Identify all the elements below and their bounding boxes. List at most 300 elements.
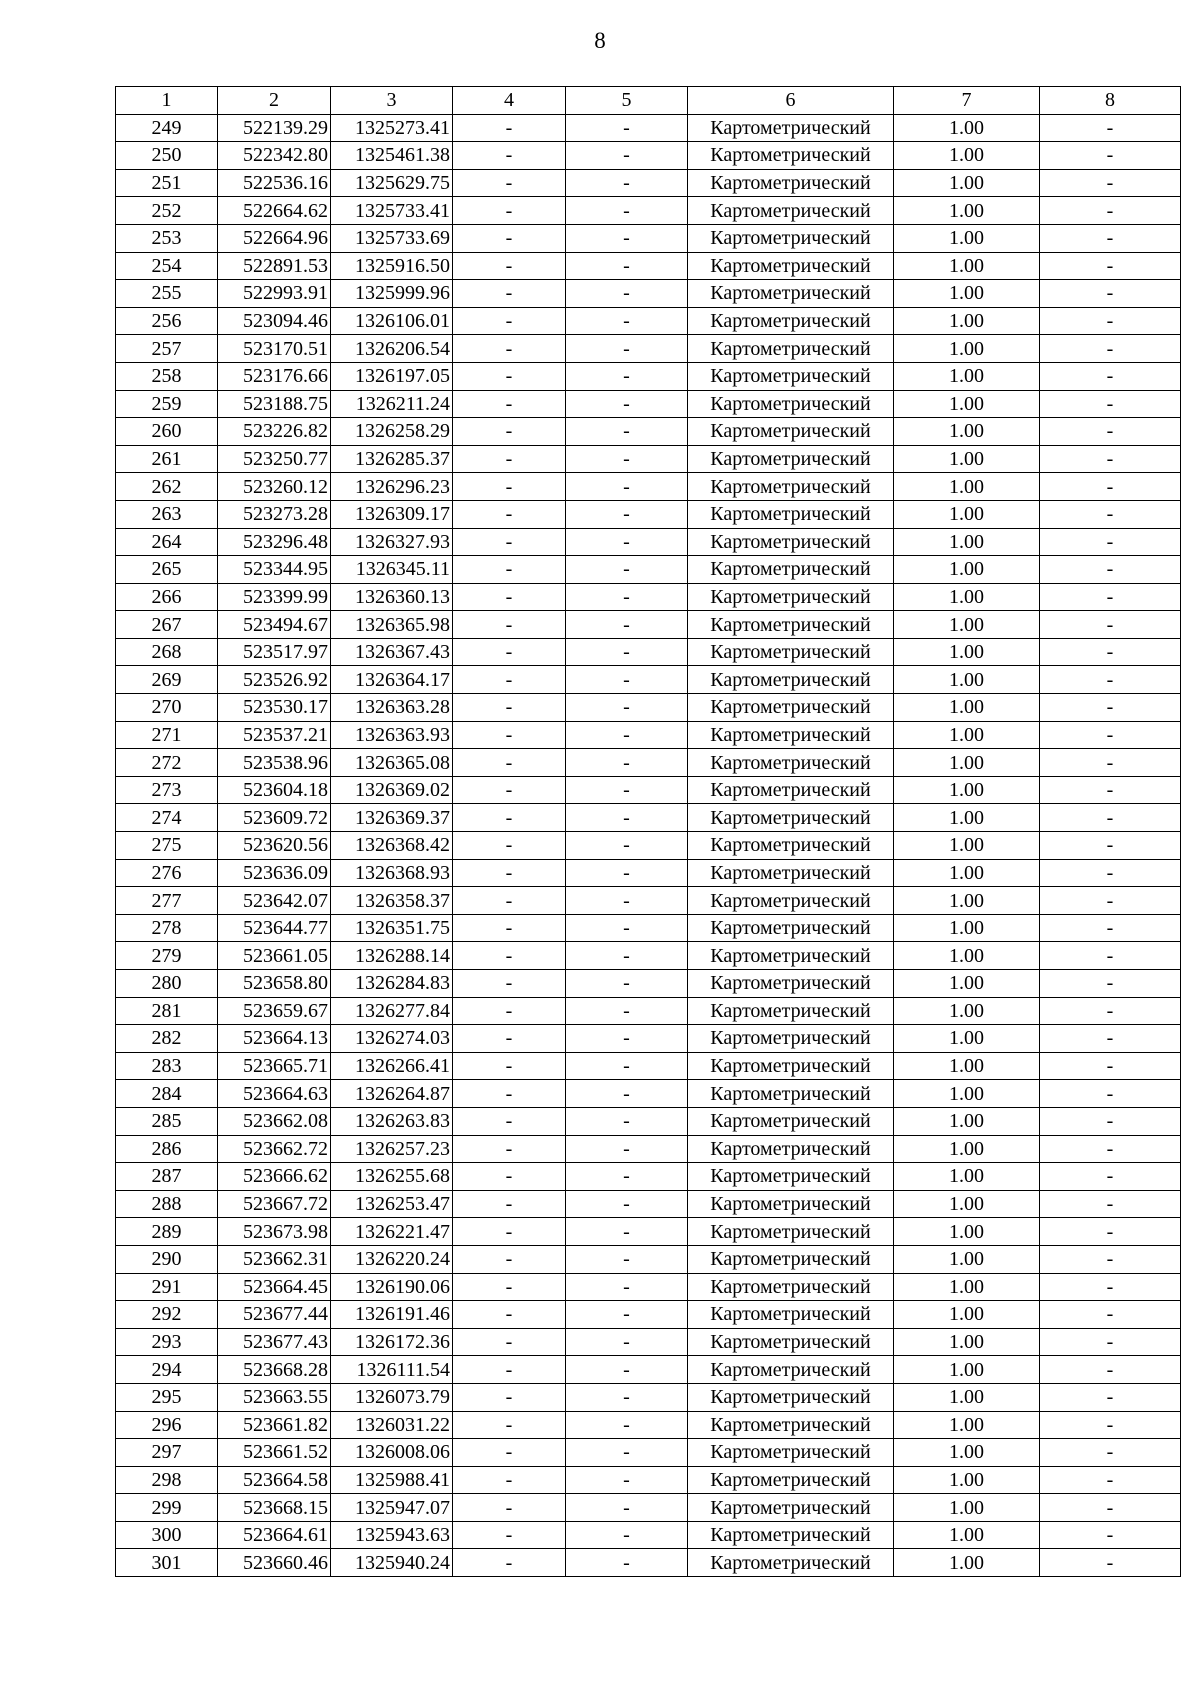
cell-column-8-value: - <box>1040 970 1181 998</box>
cell-column-4-value: - <box>453 390 566 418</box>
cell-column-4-value: - <box>453 1107 566 1135</box>
cell-method: Картометрический <box>688 611 894 639</box>
cell-method: Картометрический <box>688 1135 894 1163</box>
cell-column-4-value: - <box>453 1135 566 1163</box>
cell-column-4-value: - <box>453 224 566 252</box>
table-row <box>116 1466 1181 1494</box>
cell-x-coordinate: 523659.67 <box>218 997 331 1025</box>
cell-column-8-value: - <box>1040 169 1181 197</box>
cell-accuracy: 1.00 <box>894 528 1040 556</box>
cell-x-coordinate: 523664.58 <box>218 1466 331 1494</box>
cell-column-5-value: - <box>566 1190 688 1218</box>
cell-column-5-value: - <box>566 556 688 584</box>
cell-x-coordinate: 523665.71 <box>218 1052 331 1080</box>
cell-point-number: 263 <box>116 500 218 528</box>
cell-x-coordinate: 523644.77 <box>218 914 331 942</box>
cell-method: Картометрический <box>688 280 894 308</box>
cell-column-5-value: - <box>566 1107 688 1135</box>
table-row <box>116 832 1181 860</box>
cell-accuracy: 1.00 <box>894 1218 1040 1246</box>
cell-column-8-value: - <box>1040 1025 1181 1053</box>
cell-column-4-value: - <box>453 500 566 528</box>
table-row <box>116 666 1181 694</box>
cell-x-coordinate: 523296.48 <box>218 528 331 556</box>
cell-point-number: 282 <box>116 1025 218 1053</box>
cell-accuracy: 1.00 <box>894 721 1040 749</box>
cell-column-8-value: - <box>1040 362 1181 390</box>
cell-column-4-value: - <box>453 749 566 777</box>
cell-y-coordinate: 1326284.83 <box>331 970 453 998</box>
cell-column-8-value: - <box>1040 114 1181 142</box>
cell-column-4-value: - <box>453 887 566 915</box>
cell-accuracy: 1.00 <box>894 445 1040 473</box>
cell-method: Картометрический <box>688 1218 894 1246</box>
cell-column-8-value: - <box>1040 749 1181 777</box>
cell-column-5-value: - <box>566 1218 688 1246</box>
cell-column-5-value: - <box>566 859 688 887</box>
cell-column-5-value: - <box>566 142 688 170</box>
cell-column-4-value: - <box>453 418 566 446</box>
cell-accuracy: 1.00 <box>894 1163 1040 1191</box>
cell-column-5-value: - <box>566 832 688 860</box>
cell-method: Картометрический <box>688 1383 894 1411</box>
cell-column-5-value: - <box>566 914 688 942</box>
cell-y-coordinate: 1326191.46 <box>331 1301 453 1329</box>
cell-column-5-value: - <box>566 1273 688 1301</box>
cell-y-coordinate: 1326285.37 <box>331 445 453 473</box>
cell-point-number: 259 <box>116 390 218 418</box>
cell-point-number: 265 <box>116 556 218 584</box>
cell-y-coordinate: 1326351.75 <box>331 914 453 942</box>
cell-column-5-value: - <box>566 224 688 252</box>
cell-column-8-value: - <box>1040 1273 1181 1301</box>
cell-x-coordinate: 523664.63 <box>218 1080 331 1108</box>
table-row <box>116 307 1181 335</box>
cell-y-coordinate: 1326274.03 <box>331 1025 453 1053</box>
cell-accuracy: 1.00 <box>894 1411 1040 1439</box>
column-header-5: 5 <box>566 87 688 115</box>
table-row <box>116 721 1181 749</box>
cell-column-5-value: - <box>566 583 688 611</box>
table-row <box>116 638 1181 666</box>
cell-accuracy: 1.00 <box>894 859 1040 887</box>
column-header-4: 4 <box>453 87 566 115</box>
table-row <box>116 280 1181 308</box>
cell-column-4-value: - <box>453 832 566 860</box>
cell-point-number: 289 <box>116 1218 218 1246</box>
cell-method: Картометрический <box>688 445 894 473</box>
cell-method: Картометрический <box>688 224 894 252</box>
cell-point-number: 276 <box>116 859 218 887</box>
cell-x-coordinate: 523677.44 <box>218 1301 331 1329</box>
cell-y-coordinate: 1325947.07 <box>331 1494 453 1522</box>
cell-x-coordinate: 523636.09 <box>218 859 331 887</box>
cell-column-4-value: - <box>453 280 566 308</box>
cell-y-coordinate: 1325999.96 <box>331 280 453 308</box>
cell-x-coordinate: 523677.43 <box>218 1328 331 1356</box>
cell-y-coordinate: 1326253.47 <box>331 1190 453 1218</box>
cell-method: Картометрический <box>688 1356 894 1384</box>
cell-point-number: 255 <box>116 280 218 308</box>
cell-column-8-value: - <box>1040 1383 1181 1411</box>
cell-accuracy: 1.00 <box>894 1190 1040 1218</box>
cell-point-number: 297 <box>116 1439 218 1467</box>
table-row <box>116 970 1181 998</box>
cell-column-8-value: - <box>1040 390 1181 418</box>
cell-method: Картометрический <box>688 776 894 804</box>
cell-accuracy: 1.00 <box>894 1025 1040 1053</box>
cell-y-coordinate: 1326360.13 <box>331 583 453 611</box>
table-row <box>116 142 1181 170</box>
column-header-1: 1 <box>116 87 218 115</box>
cell-column-5-value: - <box>566 280 688 308</box>
cell-point-number: 278 <box>116 914 218 942</box>
cell-y-coordinate: 1325273.41 <box>331 114 453 142</box>
cell-method: Картометрический <box>688 500 894 528</box>
cell-method: Картометрический <box>688 859 894 887</box>
cell-accuracy: 1.00 <box>894 804 1040 832</box>
cell-column-8-value: - <box>1040 611 1181 639</box>
cell-y-coordinate: 1326365.08 <box>331 749 453 777</box>
cell-column-5-value: - <box>566 1163 688 1191</box>
cell-column-8-value: - <box>1040 1328 1181 1356</box>
column-header-6: 6 <box>688 87 894 115</box>
cell-column-5-value: - <box>566 500 688 528</box>
cell-x-coordinate: 523526.92 <box>218 666 331 694</box>
cell-y-coordinate: 1325916.50 <box>331 252 453 280</box>
cell-method: Картометрический <box>688 252 894 280</box>
cell-column-4-value: - <box>453 859 566 887</box>
cell-column-8-value: - <box>1040 776 1181 804</box>
cell-x-coordinate: 523663.55 <box>218 1383 331 1411</box>
cell-y-coordinate: 1326190.06 <box>331 1273 453 1301</box>
cell-y-coordinate: 1326263.83 <box>331 1107 453 1135</box>
cell-y-coordinate: 1326309.17 <box>331 500 453 528</box>
cell-column-5-value: - <box>566 197 688 225</box>
cell-x-coordinate: 523530.17 <box>218 694 331 722</box>
cell-column-8-value: - <box>1040 252 1181 280</box>
cell-x-coordinate: 523658.80 <box>218 970 331 998</box>
cell-column-4-value: - <box>453 1383 566 1411</box>
cell-x-coordinate: 523517.97 <box>218 638 331 666</box>
cell-y-coordinate: 1326008.06 <box>331 1439 453 1467</box>
cell-point-number: 267 <box>116 611 218 639</box>
cell-y-coordinate: 1325733.69 <box>331 224 453 252</box>
cell-y-coordinate: 1326220.24 <box>331 1245 453 1273</box>
cell-accuracy: 1.00 <box>894 970 1040 998</box>
table-row <box>116 942 1181 970</box>
cell-y-coordinate: 1326111.54 <box>331 1356 453 1384</box>
cell-point-number: 269 <box>116 666 218 694</box>
cell-method: Картометрический <box>688 638 894 666</box>
cell-column-8-value: - <box>1040 445 1181 473</box>
cell-x-coordinate: 523260.12 <box>218 473 331 501</box>
cell-method: Картометрический <box>688 694 894 722</box>
cell-method: Картометрический <box>688 142 894 170</box>
cell-column-5-value: - <box>566 307 688 335</box>
cell-column-4-value: - <box>453 776 566 804</box>
cell-method: Картометрический <box>688 1328 894 1356</box>
cell-point-number: 256 <box>116 307 218 335</box>
cell-method: Картометрический <box>688 1439 894 1467</box>
cell-column-4-value: - <box>453 1521 566 1549</box>
cell-column-8-value: - <box>1040 1135 1181 1163</box>
cell-point-number: 301 <box>116 1549 218 1577</box>
cell-method: Картометрический <box>688 1521 894 1549</box>
cell-column-8-value: - <box>1040 1107 1181 1135</box>
cell-x-coordinate: 523662.08 <box>218 1107 331 1135</box>
table-row <box>116 776 1181 804</box>
cell-column-5-value: - <box>566 1328 688 1356</box>
cell-x-coordinate: 523666.62 <box>218 1163 331 1191</box>
cell-column-4-value: - <box>453 114 566 142</box>
cell-method: Картометрический <box>688 390 894 418</box>
cell-column-8-value: - <box>1040 1218 1181 1246</box>
cell-y-coordinate: 1326345.11 <box>331 556 453 584</box>
cell-column-5-value: - <box>566 418 688 446</box>
cell-y-coordinate: 1326363.93 <box>331 721 453 749</box>
cell-x-coordinate: 523664.61 <box>218 1521 331 1549</box>
cell-point-number: 264 <box>116 528 218 556</box>
cell-accuracy: 1.00 <box>894 1549 1040 1577</box>
table-row <box>116 500 1181 528</box>
cell-column-4-value: - <box>453 197 566 225</box>
cell-column-4-value: - <box>453 942 566 970</box>
cell-column-5-value: - <box>566 445 688 473</box>
cell-point-number: 262 <box>116 473 218 501</box>
cell-method: Картометрический <box>688 1163 894 1191</box>
cell-point-number: 293 <box>116 1328 218 1356</box>
cell-x-coordinate: 523661.82 <box>218 1411 331 1439</box>
cell-column-8-value: - <box>1040 1080 1181 1108</box>
cell-column-4-value: - <box>453 1494 566 1522</box>
cell-column-5-value: - <box>566 114 688 142</box>
cell-point-number: 284 <box>116 1080 218 1108</box>
cell-y-coordinate: 1325733.41 <box>331 197 453 225</box>
cell-point-number: 286 <box>116 1135 218 1163</box>
cell-y-coordinate: 1326266.41 <box>331 1052 453 1080</box>
cell-y-coordinate: 1326358.37 <box>331 887 453 915</box>
cell-column-4-value: - <box>453 252 566 280</box>
cell-method: Картометрический <box>688 832 894 860</box>
cell-accuracy: 1.00 <box>894 1328 1040 1356</box>
cell-column-8-value: - <box>1040 721 1181 749</box>
cell-column-4-value: - <box>453 362 566 390</box>
cell-column-4-value: - <box>453 970 566 998</box>
table-row <box>116 445 1181 473</box>
cell-y-coordinate: 1326221.47 <box>331 1218 453 1246</box>
page-number: 8 <box>594 28 606 53</box>
cell-accuracy: 1.00 <box>894 252 1040 280</box>
cell-column-4-value: - <box>453 1549 566 1577</box>
cell-accuracy: 1.00 <box>894 556 1040 584</box>
cell-x-coordinate: 522342.80 <box>218 142 331 170</box>
cell-point-number: 252 <box>116 197 218 225</box>
column-header-7: 7 <box>894 87 1040 115</box>
cell-accuracy: 1.00 <box>894 1052 1040 1080</box>
cell-method: Картометрический <box>688 528 894 556</box>
cell-y-coordinate: 1326369.37 <box>331 804 453 832</box>
cell-column-8-value: - <box>1040 694 1181 722</box>
cell-column-8-value: - <box>1040 418 1181 446</box>
cell-column-5-value: - <box>566 1245 688 1273</box>
table-row <box>116 914 1181 942</box>
cell-column-4-value: - <box>453 169 566 197</box>
cell-point-number: 258 <box>116 362 218 390</box>
cell-column-8-value: - <box>1040 473 1181 501</box>
cell-accuracy: 1.00 <box>894 224 1040 252</box>
cell-point-number: 277 <box>116 887 218 915</box>
cell-column-4-value: - <box>453 694 566 722</box>
cell-column-8-value: - <box>1040 1466 1181 1494</box>
cell-column-5-value: - <box>566 390 688 418</box>
cell-x-coordinate: 522891.53 <box>218 252 331 280</box>
cell-column-8-value: - <box>1040 335 1181 363</box>
cell-column-5-value: - <box>566 611 688 639</box>
cell-column-5-value: - <box>566 942 688 970</box>
cell-y-coordinate: 1326365.98 <box>331 611 453 639</box>
cell-column-4-value: - <box>453 583 566 611</box>
cell-y-coordinate: 1326264.87 <box>331 1080 453 1108</box>
cell-point-number: 253 <box>116 224 218 252</box>
cell-point-number: 288 <box>116 1190 218 1218</box>
cell-point-number: 294 <box>116 1356 218 1384</box>
cell-column-4-value: - <box>453 611 566 639</box>
cell-point-number: 290 <box>116 1245 218 1273</box>
cell-column-8-value: - <box>1040 1494 1181 1522</box>
cell-x-coordinate: 523273.28 <box>218 500 331 528</box>
table-row <box>116 611 1181 639</box>
table-row <box>116 1080 1181 1108</box>
cell-x-coordinate: 523673.98 <box>218 1218 331 1246</box>
cell-column-5-value: - <box>566 1080 688 1108</box>
cell-column-4-value: - <box>453 1273 566 1301</box>
cell-point-number: 268 <box>116 638 218 666</box>
cell-column-8-value: - <box>1040 556 1181 584</box>
table-row <box>116 804 1181 832</box>
cell-x-coordinate: 523176.66 <box>218 362 331 390</box>
table-row <box>116 169 1181 197</box>
table-row <box>116 1411 1181 1439</box>
cell-method: Картометрический <box>688 1301 894 1329</box>
cell-method: Картометрический <box>688 114 894 142</box>
cell-y-coordinate: 1325943.63 <box>331 1521 453 1549</box>
cell-column-5-value: - <box>566 528 688 556</box>
cell-accuracy: 1.00 <box>894 1494 1040 1522</box>
cell-column-8-value: - <box>1040 1439 1181 1467</box>
cell-column-8-value: - <box>1040 1163 1181 1191</box>
cell-column-5-value: - <box>566 887 688 915</box>
cell-point-number: 257 <box>116 335 218 363</box>
cell-column-5-value: - <box>566 970 688 998</box>
cell-column-8-value: - <box>1040 1190 1181 1218</box>
cell-accuracy: 1.00 <box>894 583 1040 611</box>
cell-method: Картометрический <box>688 1494 894 1522</box>
cell-y-coordinate: 1326327.93 <box>331 528 453 556</box>
cell-column-4-value: - <box>453 914 566 942</box>
cell-accuracy: 1.00 <box>894 997 1040 1025</box>
column-header-3: 3 <box>331 87 453 115</box>
cell-accuracy: 1.00 <box>894 1301 1040 1329</box>
cell-column-5-value: - <box>566 638 688 666</box>
cell-method: Картометрический <box>688 362 894 390</box>
cell-x-coordinate: 523662.31 <box>218 1245 331 1273</box>
table-row <box>116 1273 1181 1301</box>
cell-method: Картометрический <box>688 418 894 446</box>
table-row <box>116 887 1181 915</box>
cell-accuracy: 1.00 <box>894 197 1040 225</box>
cell-column-5-value: - <box>566 1521 688 1549</box>
cell-column-8-value: - <box>1040 1052 1181 1080</box>
cell-accuracy: 1.00 <box>894 169 1040 197</box>
cell-column-5-value: - <box>566 362 688 390</box>
cell-x-coordinate: 523188.75 <box>218 390 331 418</box>
cell-x-coordinate: 523661.05 <box>218 942 331 970</box>
table-row <box>116 1163 1181 1191</box>
cell-y-coordinate: 1326257.23 <box>331 1135 453 1163</box>
cell-column-8-value: - <box>1040 197 1181 225</box>
cell-x-coordinate: 523538.96 <box>218 749 331 777</box>
cell-point-number: 271 <box>116 721 218 749</box>
cell-y-coordinate: 1326031.22 <box>331 1411 453 1439</box>
cell-point-number: 274 <box>116 804 218 832</box>
cell-y-coordinate: 1326197.05 <box>331 362 453 390</box>
cell-x-coordinate: 522664.96 <box>218 224 331 252</box>
cell-point-number: 273 <box>116 776 218 804</box>
cell-method: Картометрический <box>688 997 894 1025</box>
cell-point-number: 251 <box>116 169 218 197</box>
table-row <box>116 197 1181 225</box>
cell-column-5-value: - <box>566 694 688 722</box>
cell-y-coordinate: 1326073.79 <box>331 1383 453 1411</box>
cell-accuracy: 1.00 <box>894 694 1040 722</box>
cell-column-8-value: - <box>1040 1411 1181 1439</box>
cell-x-coordinate: 523604.18 <box>218 776 331 804</box>
cell-column-4-value: - <box>453 1411 566 1439</box>
cell-method: Картометрический <box>688 749 894 777</box>
cell-accuracy: 1.00 <box>894 1356 1040 1384</box>
cell-column-5-value: - <box>566 997 688 1025</box>
table-row <box>116 528 1181 556</box>
table-row <box>116 1549 1181 1577</box>
cell-accuracy: 1.00 <box>894 1245 1040 1273</box>
table-row <box>116 1494 1181 1522</box>
cell-x-coordinate: 523661.52 <box>218 1439 331 1467</box>
cell-column-4-value: - <box>453 556 566 584</box>
cell-point-number: 281 <box>116 997 218 1025</box>
cell-x-coordinate: 522139.29 <box>218 114 331 142</box>
cell-y-coordinate: 1326367.43 <box>331 638 453 666</box>
cell-method: Картометрический <box>688 666 894 694</box>
table-row <box>116 1135 1181 1163</box>
table-row <box>116 252 1181 280</box>
cell-point-number: 296 <box>116 1411 218 1439</box>
cell-column-4-value: - <box>453 804 566 832</box>
table-row <box>116 1383 1181 1411</box>
cell-method: Картометрический <box>688 473 894 501</box>
cell-column-4-value: - <box>453 997 566 1025</box>
cell-column-4-value: - <box>453 307 566 335</box>
cell-column-5-value: - <box>566 1025 688 1053</box>
table-row <box>116 335 1181 363</box>
table-row <box>116 583 1181 611</box>
cell-method: Картометрический <box>688 1190 894 1218</box>
cell-point-number: 298 <box>116 1466 218 1494</box>
cell-column-4-value: - <box>453 638 566 666</box>
cell-column-8-value: - <box>1040 142 1181 170</box>
cell-point-number: 280 <box>116 970 218 998</box>
table-row <box>116 556 1181 584</box>
